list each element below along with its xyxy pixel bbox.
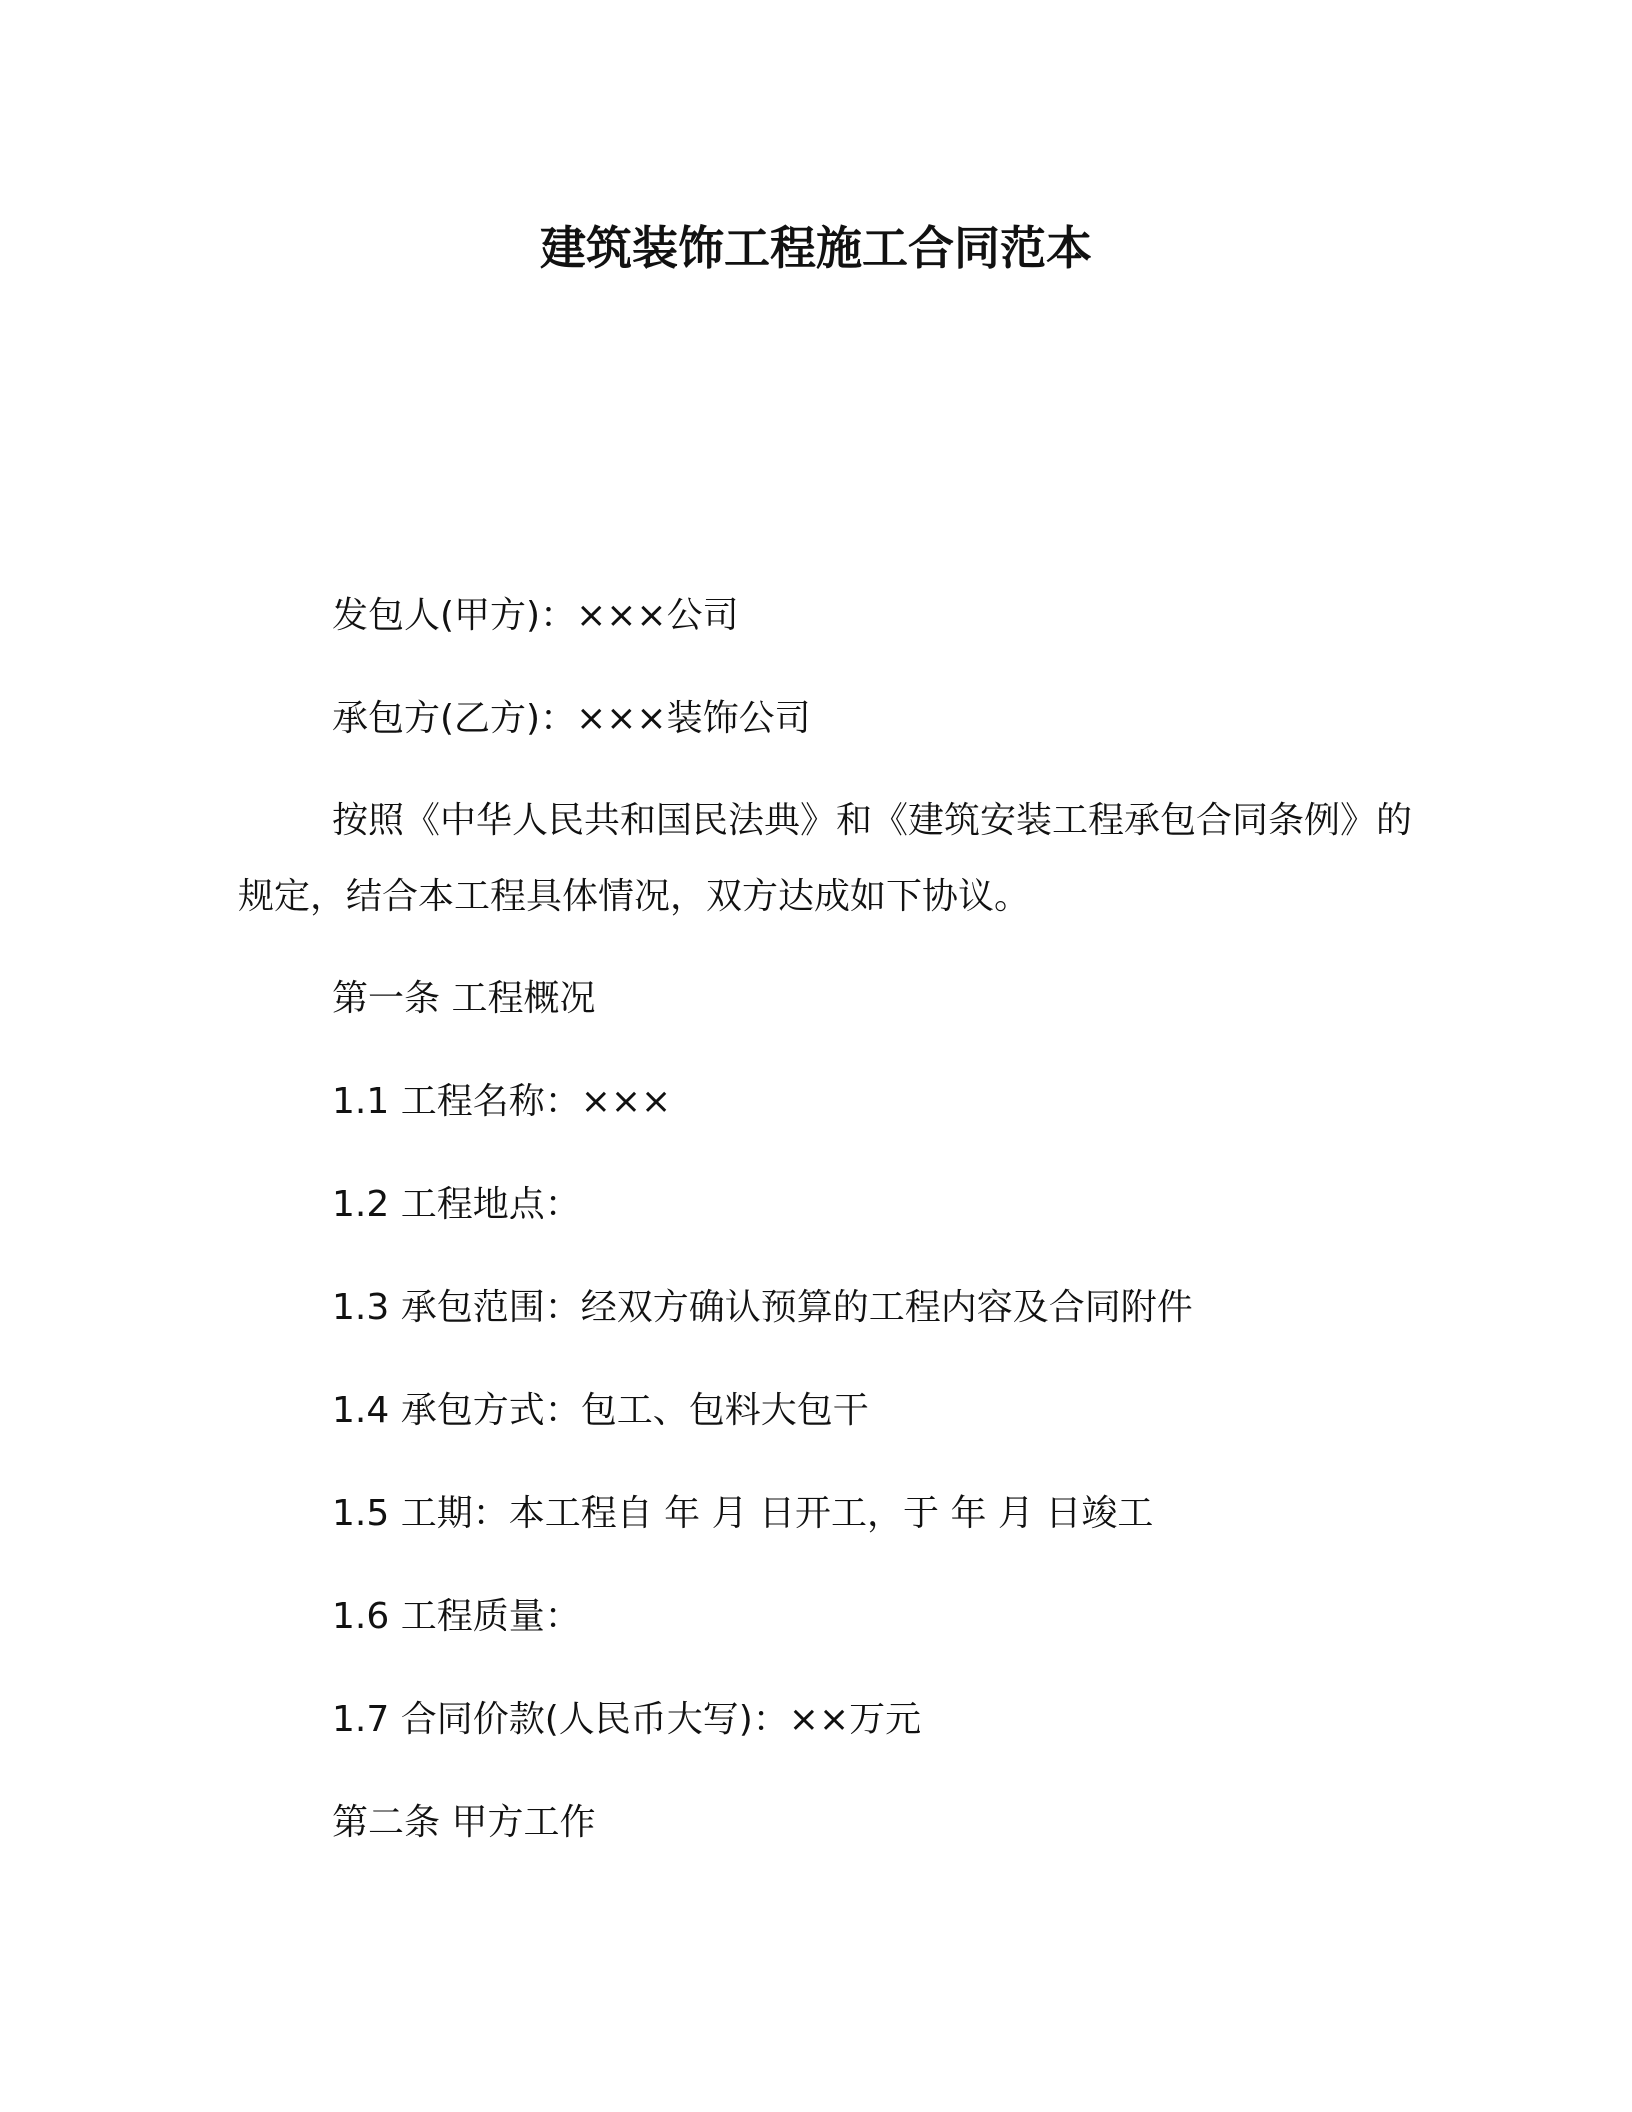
article-1-heading: 第一条 工程概况 [332,978,596,1019]
document-title: 建筑装饰工程施工合同范本 [540,221,1092,275]
article-2-heading: 第二条 甲方工作 [332,1802,596,1843]
party-b-line: 承包方(乙方)：×××装饰公司 [332,698,811,739]
preamble-paragraph: 按照《中华人民共和国民法典》和《建筑安装工程承包合同条例》的规定，结合本工程具体情况，双方达成如下协议。 [238,800,1413,917]
item-1-3: 1.3 承包范围：经双方确认预算的工程内容及合同附件 [332,1287,1193,1328]
item-1-6: 1.6 工程质量： [332,1596,581,1637]
item-1-1: 1.1 工程名称：××× [332,1081,672,1122]
item-1-7: 1.7 合同价款(人民币大写)：××万元 [332,1699,922,1740]
item-1-2: 1.2 工程地点： [332,1184,581,1225]
party-a-line: 发包人(甲方)：×××公司 [332,595,739,636]
item-1-4: 1.4 承包方式：包工、包料大包干 [332,1390,869,1431]
item-1-5: 1.5 工期：本工程自 年 月 日开工，于 年 月 日竣工 [332,1493,1154,1534]
